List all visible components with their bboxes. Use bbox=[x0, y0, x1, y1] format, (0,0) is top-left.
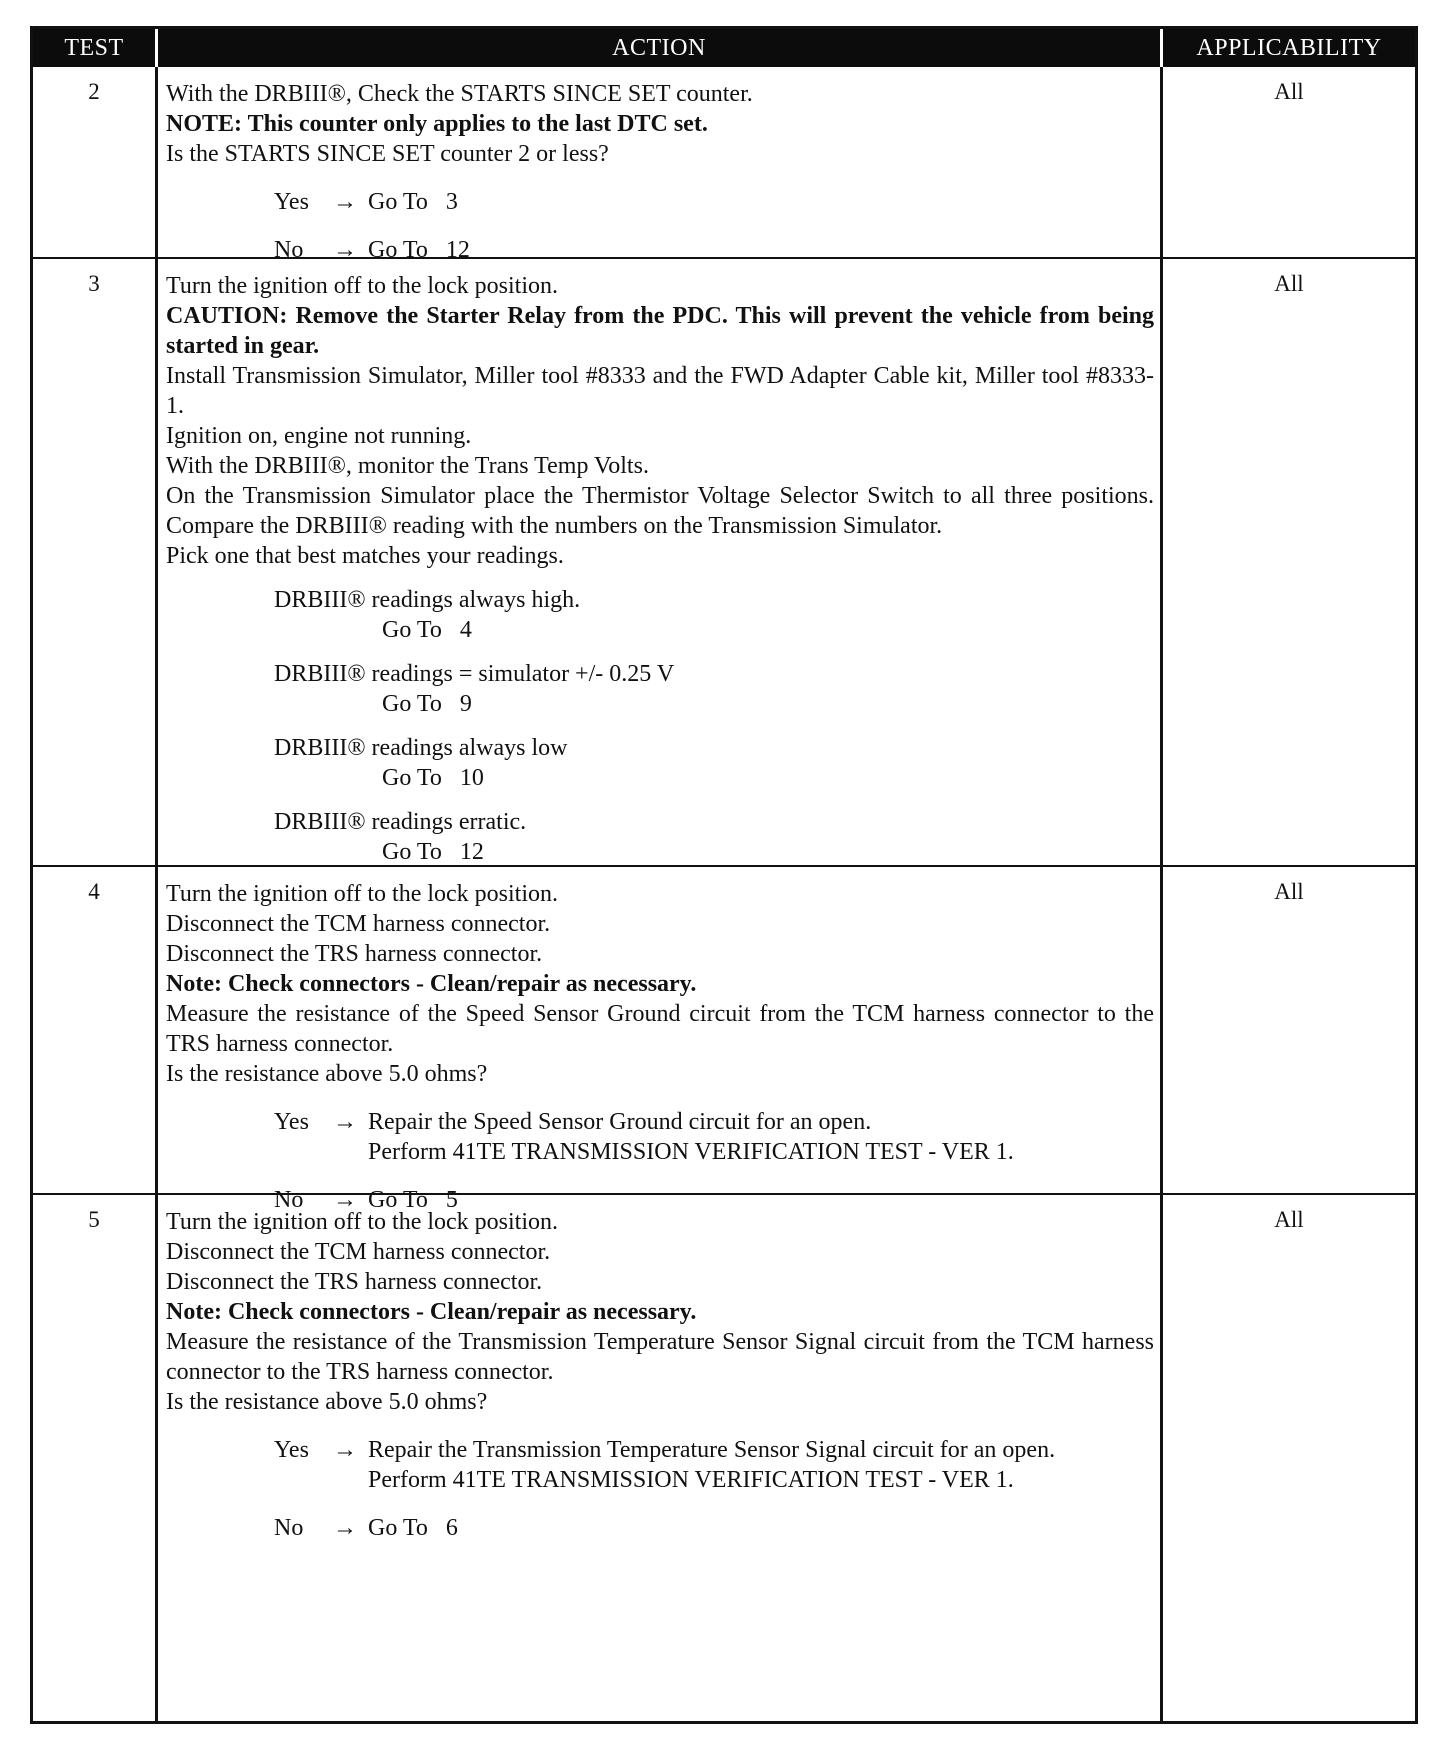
option-goto: Go To 9 bbox=[382, 691, 472, 717]
option-goto: Go To 12 bbox=[382, 839, 484, 865]
action-line: With the DRBIII®, monitor the Trans Temp Volts. bbox=[166, 453, 649, 479]
question-line: Is the STARTS SINCE SET counter 2 or less? bbox=[166, 141, 609, 167]
no-label: No bbox=[274, 1187, 304, 1213]
applicability-value: All bbox=[1274, 1207, 1304, 1232]
arrow-icon: → bbox=[333, 1187, 357, 1213]
action-line: Disconnect the TCM harness connector. bbox=[166, 911, 551, 937]
table-row bbox=[33, 865, 1415, 1213]
yes-response bbox=[274, 1435, 1154, 1495]
question-line: Is the resistance above 5.0 ohms? bbox=[166, 1061, 488, 1087]
action-line: Measure the resistance of the Transmission Temperature Sensor Signal circuit from the TCM harness connector to the TRS harness connector. bbox=[166, 1329, 1154, 1385]
test-number: 2 bbox=[88, 79, 100, 104]
option-text: DRBIII® readings always low bbox=[274, 735, 568, 761]
action-line: On the Transmission Simulator place the Thermistor Voltage Selector Switch to all three positions. Compare the DRBIII® reading with the numbers on the Transmission Simulator. bbox=[166, 483, 1154, 539]
arrow-icon: → bbox=[333, 1109, 357, 1135]
yes-response bbox=[274, 187, 1154, 217]
action-line: Disconnect the TRS harness connector. bbox=[166, 1269, 543, 1295]
no-goto: Go To 12 bbox=[368, 237, 470, 263]
action-cell bbox=[166, 867, 1154, 1215]
no-response bbox=[274, 1513, 1154, 1543]
action-line: Turn the ignition off to the lock position. bbox=[166, 1209, 559, 1235]
header-test: TEST bbox=[33, 29, 155, 67]
option-text: DRBIII® readings erratic. bbox=[274, 809, 527, 835]
caution-line: CAUTION: Remove the Starter Relay from the PDC. This will prevent the vehicle from being started in gear. bbox=[166, 303, 1154, 359]
yes-label: Yes bbox=[274, 1109, 309, 1135]
verification-text: Perform 41TE TRANSMISSION VERIFICATION TEST - VER 1. bbox=[368, 1467, 1014, 1493]
action-line: Disconnect the TCM harness connector. bbox=[166, 1239, 551, 1265]
yes-action bbox=[368, 1107, 1154, 1167]
yes-label: Yes bbox=[274, 1437, 309, 1463]
action-cell bbox=[166, 1195, 1154, 1543]
question-line: Is the resistance above 5.0 ohms? bbox=[166, 1389, 488, 1415]
action-line: Turn the ignition off to the lock position. bbox=[166, 881, 559, 907]
yes-response bbox=[274, 1107, 1154, 1167]
table-row bbox=[33, 67, 1415, 263]
test-number: 4 bbox=[88, 879, 100, 904]
note-line: NOTE: This counter only applies to the last DTC set. bbox=[166, 111, 708, 137]
repair-text: Repair the Transmission Temperature Sensor Signal circuit for an open. bbox=[368, 1437, 1056, 1463]
option-text: DRBIII® readings always high. bbox=[274, 587, 581, 613]
reading-option bbox=[274, 733, 1154, 793]
header-action: ACTION bbox=[158, 29, 1160, 67]
action-cell bbox=[166, 259, 1154, 867]
table-row bbox=[33, 1193, 1415, 1721]
no-label: No bbox=[274, 237, 304, 263]
action-line: Ignition on, engine not running. bbox=[166, 423, 472, 449]
applicability-value: All bbox=[1274, 879, 1304, 904]
no-label: No bbox=[274, 1515, 304, 1541]
option-text: DRBIII® readings = simulator +/- 0.25 V bbox=[274, 661, 675, 687]
question-line: Pick one that best matches your readings. bbox=[166, 543, 564, 569]
arrow-icon: → bbox=[333, 1437, 357, 1463]
header-applicability: APPLICABILITY bbox=[1163, 29, 1415, 67]
reading-option bbox=[274, 807, 1154, 867]
yes-goto: Go To 3 bbox=[368, 189, 458, 215]
no-goto: Go To 6 bbox=[368, 1515, 458, 1541]
table-row bbox=[33, 257, 1415, 865]
option-goto: Go To 4 bbox=[382, 617, 472, 643]
diagnostic-table bbox=[30, 26, 1418, 1724]
action-line: Measure the resistance of the Speed Sensor Ground circuit from the TCM harness connector to the TRS harness connector. bbox=[166, 1001, 1154, 1057]
arrow-icon: → bbox=[333, 189, 357, 215]
note-line: Note: Check connectors - Clean/repair as necessary. bbox=[166, 1299, 697, 1325]
action-cell bbox=[166, 67, 1154, 265]
arrow-icon: → bbox=[333, 237, 357, 263]
verification-text: Perform 41TE TRANSMISSION VERIFICATION TEST - VER 1. bbox=[368, 1139, 1014, 1165]
reading-option bbox=[274, 659, 1154, 719]
test-number: 5 bbox=[88, 1207, 100, 1232]
yes-label: Yes bbox=[274, 189, 309, 215]
reading-option bbox=[274, 585, 1154, 645]
arrow-icon: → bbox=[333, 1515, 357, 1541]
action-line: Install Transmission Simulator, Miller tool #8333 and the FWD Adapter Cable kit, Miller tool #8333-1. bbox=[166, 363, 1154, 419]
action-line: With the DRBIII®, Check the STARTS SINCE SET counter. bbox=[166, 81, 753, 107]
option-goto: Go To 10 bbox=[382, 765, 484, 791]
note-line: Note: Check connectors - Clean/repair as necessary. bbox=[166, 971, 697, 997]
test-number: 3 bbox=[88, 271, 100, 296]
repair-text: Repair the Speed Sensor Ground circuit for an open. bbox=[368, 1109, 872, 1135]
yes-action bbox=[368, 1435, 1154, 1495]
applicability-value: All bbox=[1274, 271, 1304, 296]
no-goto: Go To 5 bbox=[368, 1187, 458, 1213]
applicability-value: All bbox=[1274, 79, 1304, 104]
action-line: Turn the ignition off to the lock position. bbox=[166, 273, 559, 299]
action-line: Disconnect the TRS harness connector. bbox=[166, 941, 543, 967]
